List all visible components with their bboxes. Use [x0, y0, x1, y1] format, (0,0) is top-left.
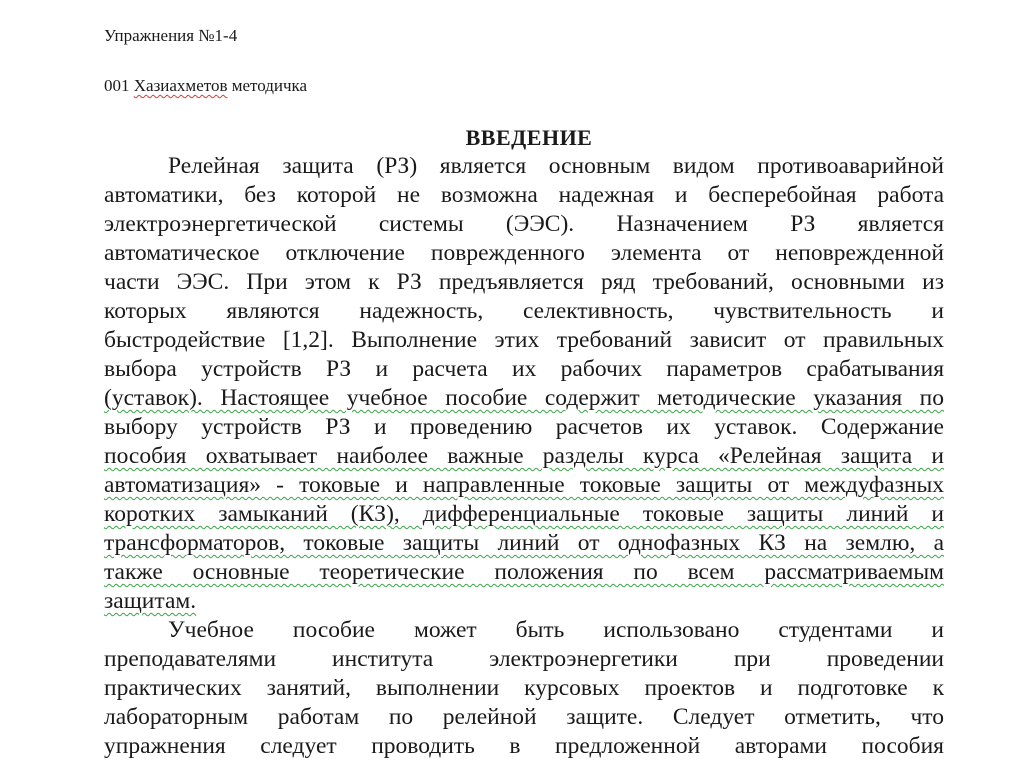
paragraph-1-line: части ЭЭС. При этом к РЗ предъявляется ряд требований, основными из [104, 269, 944, 295]
paragraph-1-last-line [104, 587, 944, 616]
paragraph-1-line: быстродействие [1,2]. Выполнение этих требований зависит от правильных [104, 327, 944, 353]
paragraph-1-line-grammar-flagged: коротких замыканий (КЗ), дифференциальные токовые защиты линий и [104, 501, 944, 527]
paragraph-1-line: выбора устройств РЗ и расчета их рабочих параметров срабатывания [104, 356, 944, 382]
section-heading: ВВЕДЕНИЕ [465, 125, 593, 150]
paragraph-1-line: электроэнергетической системы (ЭЭС). Назначением РЗ является [104, 211, 944, 237]
misspelled-surname: Хазиахметов [133, 76, 228, 95]
paragraph-2-line: упражнения следует проводить в предложенной авторами пособия [104, 733, 944, 759]
paragraph-1-line-grammar-flagged: трансформаторов, токовые защиты линий от однофазных КЗ на землю, а [104, 530, 944, 556]
paragraph-1-line: (уставок). Настоящее учебное пособие содержит методические указания по [104, 385, 944, 411]
paragraph-1-line: автоматическое отключение поврежденного элемента от неповрежденной [104, 240, 944, 266]
paragraph-2-line: преподавателями института электроэнергетики при проведении [104, 646, 944, 672]
file-reference-prefix: 001 [104, 76, 134, 95]
exercise-title: Упражнения №1-4 [104, 26, 238, 45]
file-reference-suffix: методичка [227, 76, 308, 95]
paragraph-1-last-word: защитам. [104, 588, 197, 614]
file-reference [104, 76, 307, 96]
paragraph-1-line-grammar-flagged: автоматизация» - токовые и направленные токовые защиты от междуфазных [104, 472, 944, 498]
paragraph-1-line: которых являются надежность, селективность, чувствительность и [104, 298, 944, 324]
paragraph-1-line: Релейная защита (РЗ) является основным видом противоаварийной [168, 153, 944, 179]
body-text [104, 152, 944, 761]
paragraph-2-line: практических занятий, выполнении курсовых проектов и подготовке к [104, 675, 944, 701]
paragraph-1-line: выбору устройств РЗ и проведению расчетов их уставок. Содержание [104, 414, 944, 440]
paragraph-1-line-grammar-flagged: пособия охватывает наиболее важные разделы курса «Релейная защита и [104, 443, 944, 469]
paragraph-1-line: автоматики, без которой не возможна надежная и бесперебойная работа [104, 182, 944, 208]
paragraph-2-line: Учебное пособие может быть использовано студентами и [168, 617, 944, 643]
paragraph-1-line-grammar-flagged: также основные теоретические положения по всем рассматриваемым [104, 559, 944, 585]
paragraph-2-line: лабораторным работам по релейной защите. Следует отметить, что [104, 704, 944, 730]
